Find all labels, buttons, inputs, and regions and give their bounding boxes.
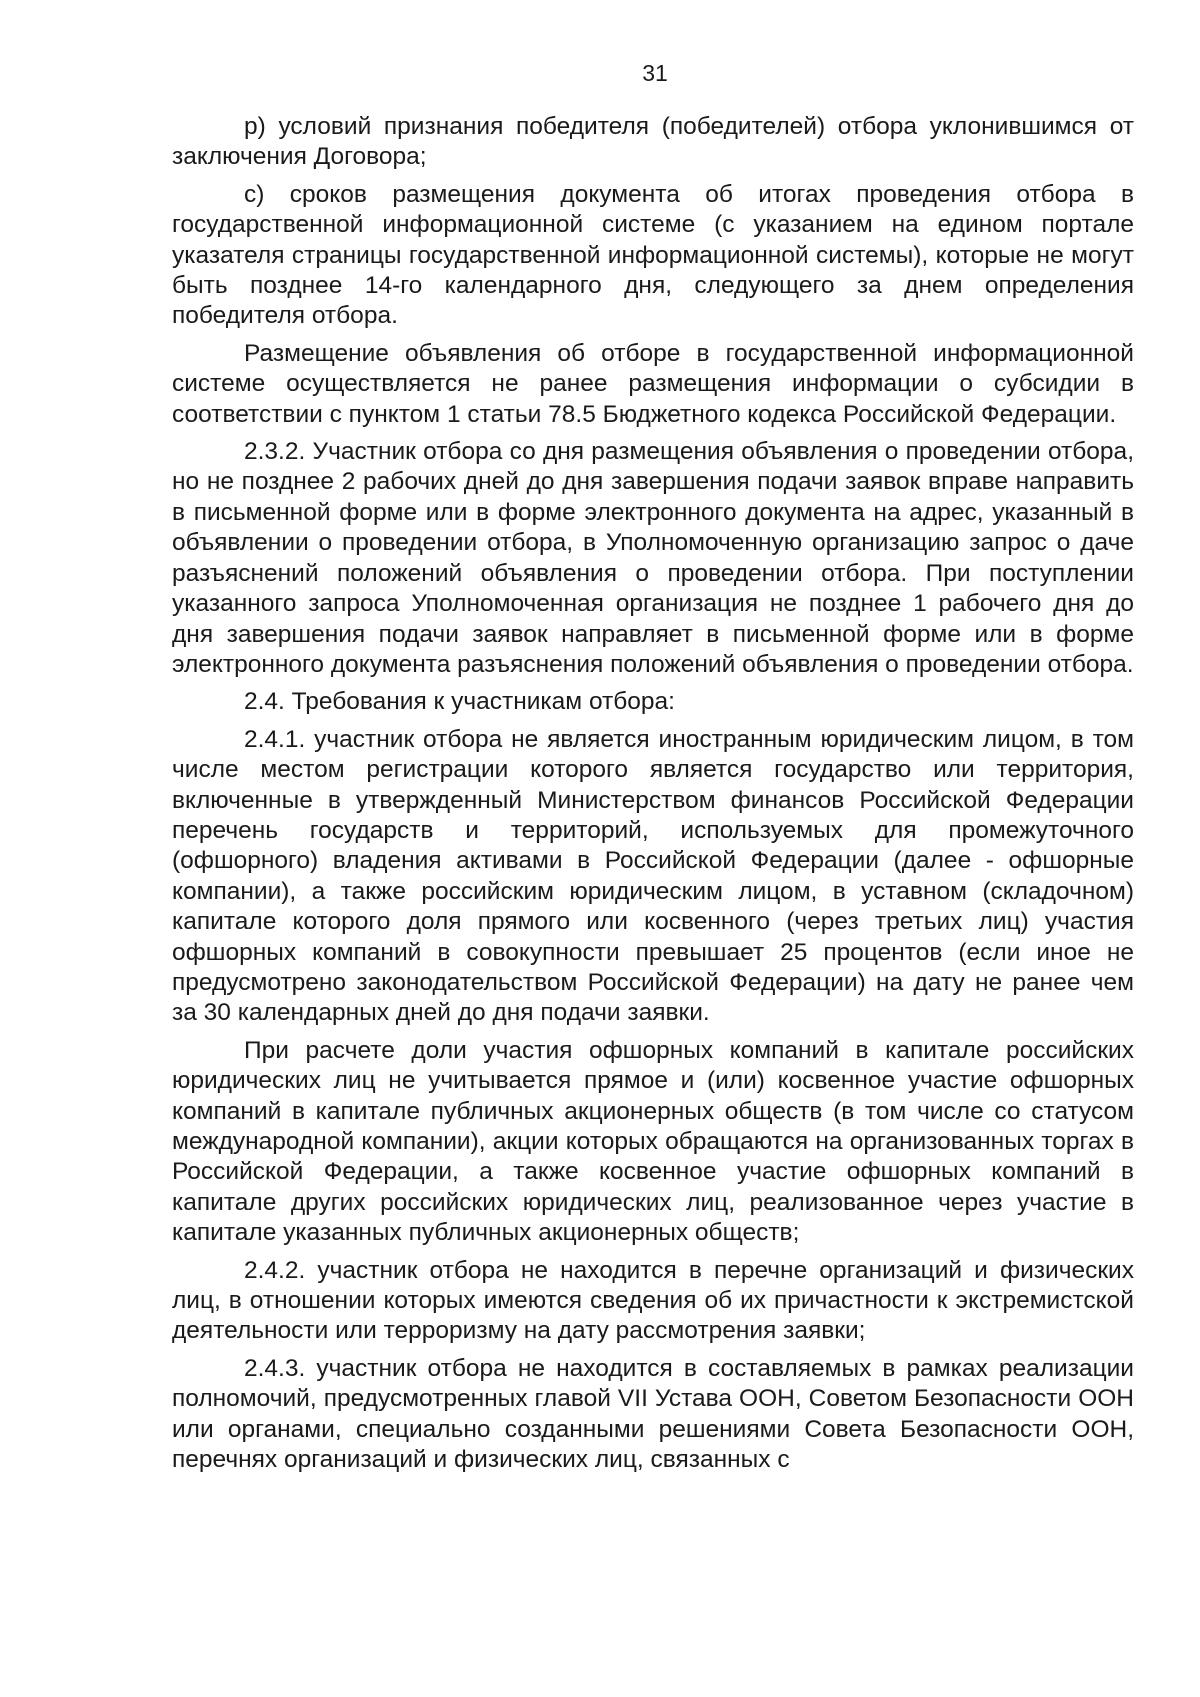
paragraph-announcement-placement: Размещение объявления об отборе в государственной информационной системе осуществляется не ранее размещения информации о субсидии в соответствии с пунктом 1 статьи 78.5 Бюджетного кодекса Российской Федерации. [172,339,1134,428]
paragraph-2-4-2: 2.4.2. участник отбора не находится в перечне организаций и физических лиц, в отношении которых имеются сведения об их причастности к экстремистской деятельности или терроризму на дату рассмотрения заявки; [172,1256,1134,1345]
paragraph-2-4-3: 2.4.3. участник отбора не находится в составляемых в рамках реализации полномочий, предусмотренных главой VII Устава ООН, Советом Безопасности ООН или органами, специально созданными решениями Совета Безопасности ООН, перечнях организаций и физических лиц, связанных с [172,1354,1134,1474]
paragraph-2-3-2: 2.3.2. Участник отбора со дня размещения объявления о проведении отбора, но не позднее 2 рабочих дней до дня завершения подачи заявок вправе направить в письменной форме или в форме электронного документа на адрес, указанный в объявлении о проведении отбора, в Уполномоченную организацию запрос о даче разъяснений положений объявления о проведении отбора. При поступлении указанного запроса Уполномоченная организация не позднее 1 рабочего дня до дня завершения подачи заявок направляет в письменной форме или в форме электронного документа разъяснения положений объявления о проведении отбора. [172,438,1134,678]
paragraph-2-4-1: 2.4.1. участник отбора не является иностранным юридическим лицом, в том числе местом регистрации которого является государство или территория, включенные в утвержденный Министерством финансов Российской Федерации перечень государств и территорий, используемых для промежуточного (офшорного) владения активами в Российской Федерации (далее - офшорные компании), а также российским юридическим лицом, в уставном (складочном) капитале которого доля прямого или косвенного (через третьих лиц) участия офшорных компаний в совокупности превышает 25 процентов (если иное не предусмотрено законодательством Российской Федерации) на дату не ранее чем за 30 календарных дней до дня подачи заявки. [172,725,1134,1027]
paragraph-r: р) условий признания победителя (победителей) отбора уклонившимся от заключения Договора; [172,113,1134,171]
paragraph-s: с) сроков размещения документа об итогах проведения отбора в государственной информационной системе (с указанием на едином портале указателя страницы государственной информационной системы), которые не могут быть позднее 14-го календарного дня, следующего за днем определения победителя отбора. [172,180,1134,330]
document-body [172,112,1134,1482]
page-number: 31 [642,60,668,86]
paragraph-2-4: 2.4. Требования к участникам отбора: [244,688,675,716]
paragraph-offshore-share: При расчете доли участия офшорных компаний в капитале российских юридических лиц не учитывается прямое и (или) косвенное участие офшорных компаний в капитале публичных акционерных обществ (в том числе со статусом международной компании), акции которых обращаются на организованных торгах в Российской Федерации, а также косвенное участие офшорных компаний в капитале других российских юридических лиц, реализованное через участие в капитале указанных публичных акционерных обществ; [172,1036,1134,1247]
